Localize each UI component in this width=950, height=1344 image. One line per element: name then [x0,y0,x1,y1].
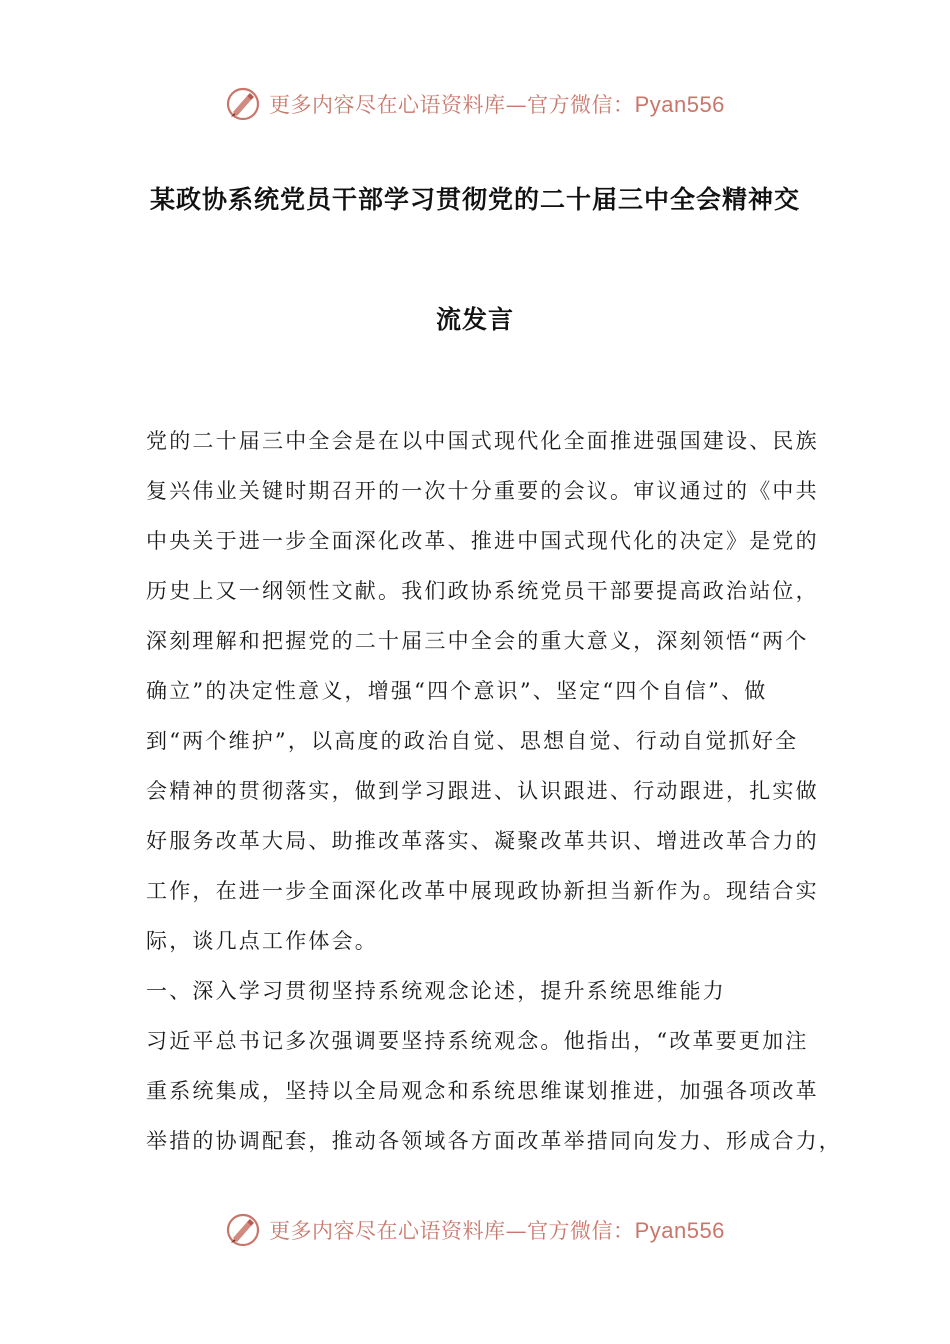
body-line: 工作，在进一步全面深化改革中展现政协新担当新作为。现结合实 [146,879,819,903]
body-line: 确立”的决定性意义，增强“四个意识”、坚定“四个自信”、做 [146,679,768,703]
body-line: 重系统集成，坚持以全局观念和系统思维谋划推进，加强各项改革 [146,1079,819,1103]
document-title-line-2: 流发言 [435,305,514,334]
body-line: 习近平总书记多次强调要坚持系统观念。他指出，“改革要更加注 [146,1029,809,1053]
body-line: 举措的协调配套，推动各领域各方面改革举措同向发力、形成合力， [146,1129,842,1153]
watermark-banner-bottom [0,1208,950,1252]
body-line: 中央关于进一步全面深化改革、推进中国式现代化的决定》是党的 [146,529,819,553]
body-line: 复兴伟业关键时期召开的一次十分重要的会议。审议通过的《中共 [146,479,819,503]
body-line: 会精神的贯彻落实，做到学习跟进、认识跟进、行动跟进，扎实做 [146,779,819,803]
watermark-text-top: 更多内容尽在心语资料库—官方微信：Pyan556 [269,92,725,117]
pen-heart-logo-icon [225,86,261,122]
watermark-text-bottom: 更多内容尽在心语资料库—官方微信：Pyan556 [269,1218,725,1243]
body-line: 际，谈几点工作体会。 [146,929,378,953]
body-line: 深刻理解和把握党的二十届三中全会的重大意义，深刻领悟“两个 [146,629,809,653]
document-body [146,416,842,1166]
pen-heart-logo-icon [225,1212,261,1248]
body-line: 党的二十届三中全会是在以中国式现代化全面推进强国建设、民族 [146,429,819,453]
body-line: 到“两个维护”，以高度的政治自觉、思想自觉、行动自觉抓好全 [146,729,799,753]
body-line: 历史上又一纲领性文献。我们政协系统党员干部要提高政治站位， [146,579,819,603]
watermark-banner-top [0,82,950,126]
document-title-line-1: 某政协系统党员干部学习贯彻党的二十届三中全会精神交 [149,185,800,214]
body-line: 好服务改革大局、助推改革落实、凝聚改革共识、增进改革合力的 [146,829,819,853]
section-heading-1: 一、深入学习贯彻坚持系统观念论述，提升系统思维能力 [146,979,726,1003]
